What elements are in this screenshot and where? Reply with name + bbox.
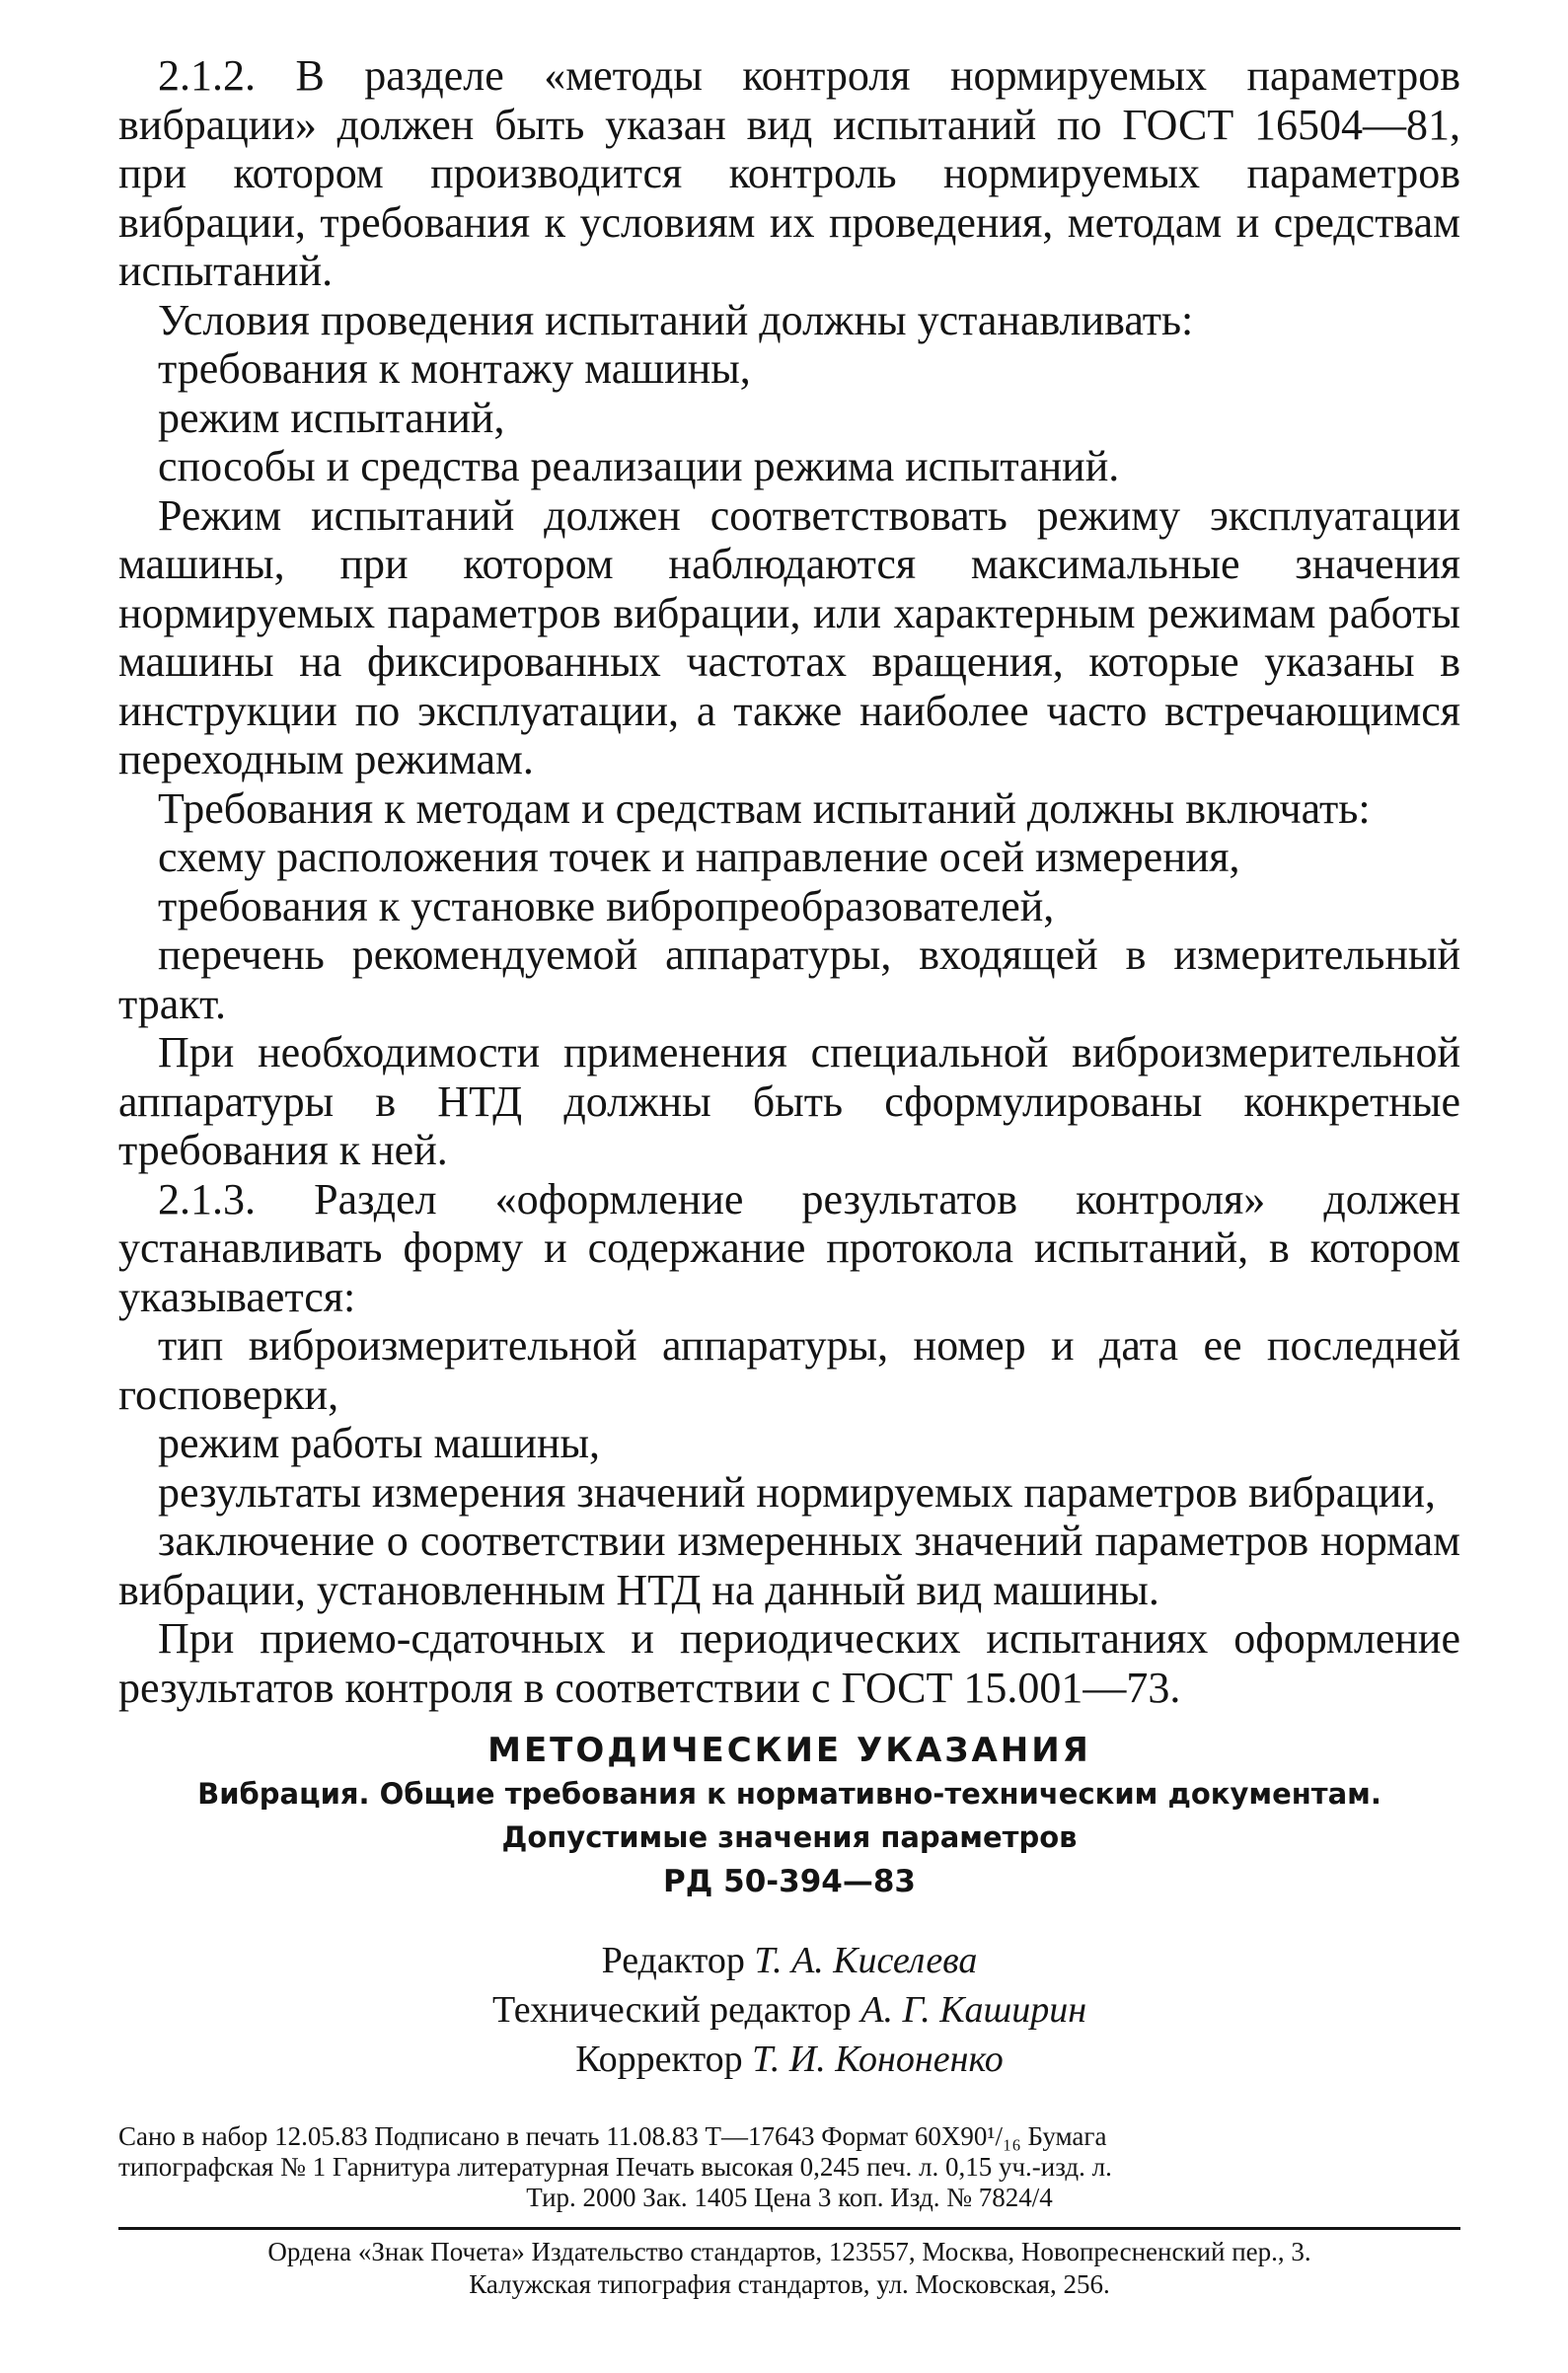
proofreader-role: Корректор [575, 2039, 743, 2080]
print-imprint [118, 2121, 1460, 2213]
list-item-mounting: требования к монтажу машины, [158, 344, 751, 393]
list-item-operating-mode: режим работы машины, [158, 1419, 601, 1467]
publisher-footer [118, 2236, 1460, 2301]
imprint-line-3: Тир. 2000 Зак. 1405 Цена 3 коп. Изд. № 7824/4 [526, 2183, 1053, 2212]
credit-proofreader [118, 2035, 1460, 2084]
footer-divider [118, 2227, 1460, 2230]
credit-editor [118, 1936, 1460, 1985]
paragraph-2-1-3: 2.1.3. Раздел «оформление результатов контроля» должен устанавливать форму и содержание протокола испытаний, в котором указывается: [118, 1174, 1460, 1321]
credits [118, 1936, 1460, 2084]
list-item-conclusion: заключение о соответствии измеренных значений параметров нормам вибрации, установленным НТД на данный вид машины. [118, 1517, 1460, 1614]
paragraph-test-conditions: Условия проведения испытаний должны устанавливать: [158, 295, 1194, 344]
list-item-scheme: схему расположения точек и направление осей измерения, [158, 833, 1240, 881]
editor-name: Т. А. Киселева [754, 1940, 978, 1981]
printer-line: Калужская типография стандартов, ул. Московская, 256. [469, 2269, 1110, 2299]
colophon-subtitle-line1: Вибрация. Общие требования к нормативно-техническим документам. [197, 1777, 1381, 1811]
tech-editor-name: А. Г. Каширин [860, 1989, 1087, 2031]
paragraph-acceptance-tests: При приемо-сдаточных и периодических испытаниях оформление результатов контроля в соответствии с ГОСТ 15.001—73. [118, 1614, 1460, 1712]
document-code: РД 50-394—83 [663, 1864, 916, 1899]
proofreader-name: Т. И. Кононенко [752, 2039, 1004, 2080]
imprint-line-1: Сано в набор 12.05.83 Подписано в печать 11.08.83 Т—17643 Формат 60Х90¹/₁₆ Бумага [118, 2121, 1107, 2151]
paragraph-2-1-2: 2.1.2. В разделе «методы контроля нормируемых параметров вибрации» должен быть указан вид испытаний по ГОСТ 16504—81, при котором производится контроль нормируемых параметров вибрации, требования к условиям их проведения, методам и средствам испытаний. [118, 51, 1460, 295]
imprint-line-2: типографская № 1 Гарнитура литературная Печать высокая 0,245 печ. л. 0,15 уч.-изд. л. [118, 2152, 1112, 2182]
list-item-equipment: перечень рекомендуемой аппаратуры, входящей в измерительный тракт. [118, 930, 1460, 1028]
colophon [118, 1729, 1460, 1904]
publisher-line: Ордена «Знак Почета» Издательство стандартов, 123557, Москва, Новопресненский пер., 3. [267, 2237, 1311, 2266]
colophon-subtitle-line2: Допустимые значения параметров [501, 1820, 1078, 1854]
main-text [118, 51, 1460, 1712]
list-item-methods: способы и средства реализации режима испытаний. [158, 442, 1120, 490]
paragraph-test-mode: Режим испытаний должен соответствовать режиму эксплуатации машины, при котором наблюдаются максимальные значения нормируемых параметров вибрации, или характерным режимам работы машины на фиксированных частотах вращения, которые указаны в инструкции по эксплуатации, а также наиболее часто встречающимся переходным режимам. [118, 490, 1460, 783]
paragraph-special-equipment: При необходимости применения специальной виброизмерительной аппаратуры в НТД должны быть сформулированы конкретные требования к ней. [118, 1028, 1460, 1174]
list-item-transducers: требования к установке вибропреобразователей, [158, 881, 1055, 930]
editor-role: Редактор [601, 1940, 745, 1981]
credit-tech-editor [118, 1985, 1460, 2035]
list-item-results: результаты измерения значений нормируемых параметров вибрации, [158, 1467, 1436, 1517]
list-item-instrument-type: тип виброизмерительной аппаратуры, номер и дата ее последней госповерки, [118, 1321, 1460, 1419]
colophon-heading: МЕТОДИЧЕСКИЕ УКАЗАНИЯ [487, 1731, 1091, 1770]
list-item-test-mode: режим испытаний, [158, 393, 505, 442]
tech-editor-role: Технический редактор [491, 1989, 852, 2031]
paragraph-requirements: Требования к методам и средствам испытаний должны включать: [158, 783, 1371, 833]
